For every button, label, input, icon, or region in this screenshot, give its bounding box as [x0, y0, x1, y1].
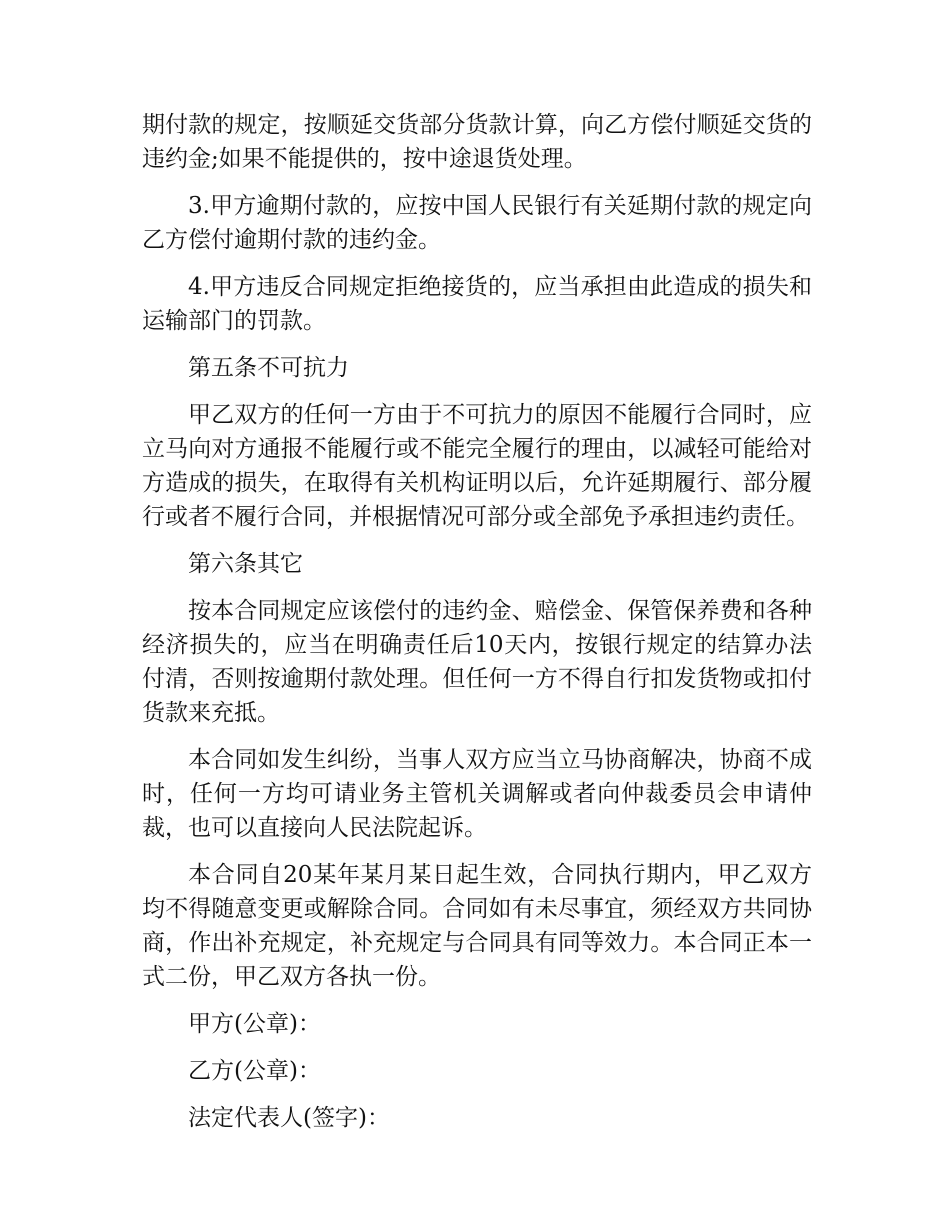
section-heading-other: 第六条其它	[188, 551, 303, 577]
section-heading-force-majeure: 第五条不可抗力	[188, 355, 349, 381]
signature-party-b: 乙方(公章)：	[188, 1058, 321, 1084]
document-page	[142, 108, 812, 1148]
signature-legal-representative: 法定代表人(签字)：	[188, 1105, 390, 1131]
paragraph-dispute-resolution: 本合同如发生纠纷，当事人双方应当立马协商解决，协商不成时，任何一方均可请业务主管机关调解或者向仲裁委员会申请仲裁，也可以直接向人民法院起诉。	[142, 747, 812, 841]
paragraph-continuation: 期付款的规定，按顺延交货部分货款计算，向乙方偿付顺延交货的违约金;如果不能提供的，按中途退货处理。	[142, 112, 812, 172]
paragraph-clause-4: 4.甲方违反合同规定拒绝接货的，应当承担由此造成的损失和运输部门的罚款。	[142, 274, 812, 334]
paragraph-effective-date: 本合同自20某年某月某日起生效，合同执行期内，甲乙双方均不得随意变更或解除合同。合同如有未尽事宜，须经双方共同协商，作出补充规定，补充规定与合同具有同等效力。本合同正本一式二份，甲乙双方各执一份。	[142, 862, 812, 990]
paragraph-clause-3: 3.甲方逾期付款的，应按中国人民银行有关延期付款的规定向乙方偿付逾期付款的违约金。	[142, 193, 812, 253]
paragraph-payment-settlement: 按本合同规定应该偿付的违约金、赔偿金、保管保养费和各种经济损失的，应当在明确责任后10天内，按银行规定的结算办法付清，否则按逾期付款处理。但任何一方不得自行扣发货物或扣付货款来充抵。	[142, 598, 812, 726]
paragraph-force-majeure: 甲乙双方的任何一方由于不可抗力的原因不能履行合同时，应立马向对方通报不能履行或不能完全履行的理由，以减轻可能给对方造成的损失，在取得有关机构证明以后，允许延期履行、部分履行或者不履行合同，并根据情况可部分或全部免予承担违约责任。	[142, 402, 812, 530]
signature-party-a: 甲方(公章)：	[188, 1011, 321, 1037]
